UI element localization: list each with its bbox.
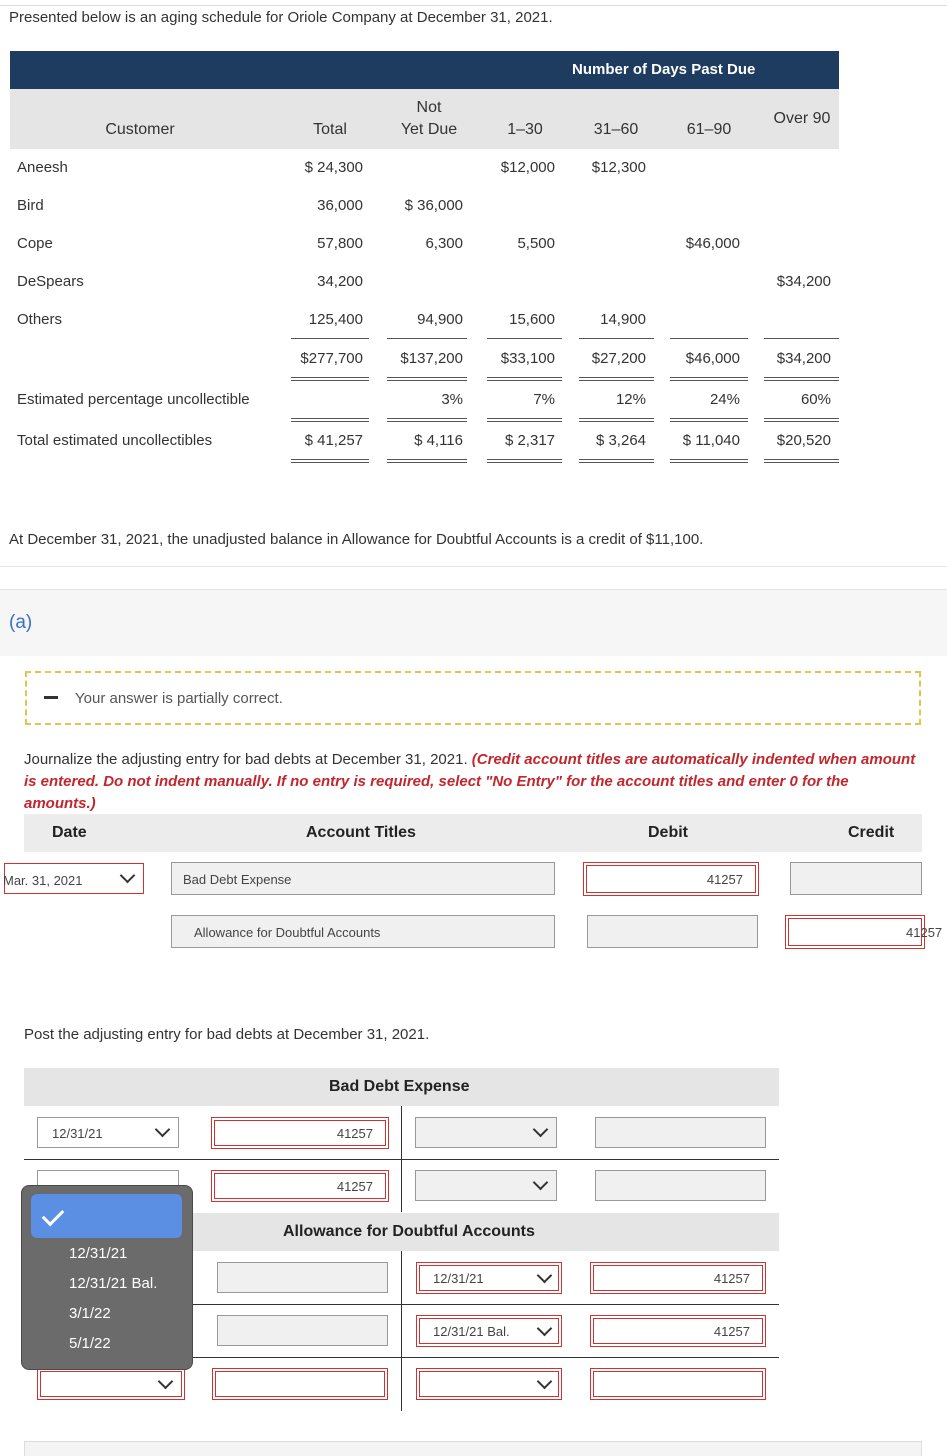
balance-note: At December 31, 2021, the unadjusted balance in Allowance for Doubtful Accounts is a credit of $11,100.: [9, 531, 704, 548]
cell-over-90: $34,200: [776, 350, 831, 367]
afda-debit-date-select-3[interactable]: [40, 1371, 182, 1397]
double-rule: [387, 459, 467, 463]
afda-title: Allowance for Doubtful Accounts: [283, 1223, 535, 1240]
col-not-yet-due-1: Not: [416, 99, 442, 116]
journal-header: [24, 814, 922, 852]
bde-debit-input-1[interactable]: [214, 1120, 386, 1146]
double-rule: [670, 377, 748, 381]
col-total: Total: [313, 121, 347, 138]
t-account-divider: [401, 1251, 402, 1411]
credit-value: 41257: [906, 925, 943, 940]
account-title-input-2[interactable]: [171, 915, 555, 948]
double-rule: [291, 459, 369, 463]
col-1-30: 1–30: [507, 121, 543, 138]
chevron-down-icon: [537, 1321, 553, 1337]
chevron-down-icon: [120, 868, 136, 884]
dropdown-option[interactable]: 5/1/22: [69, 1335, 111, 1352]
journal-date-select[interactable]: [4, 863, 144, 894]
cell-1-30: 5,500: [517, 235, 555, 252]
debit-input-1[interactable]: [586, 865, 756, 893]
amount-value: 41257: [713, 1271, 750, 1286]
post-instruction: Post the adjusting entry for bad debts at December 31, 2021.: [24, 1026, 430, 1043]
col-customer: Customer: [105, 121, 175, 138]
rule: [764, 338, 839, 339]
afda-credit-date-select-1[interactable]: [419, 1265, 559, 1291]
part-header: [0, 589, 947, 656]
dropdown-option[interactable]: 12/31/21 Bal.: [69, 1275, 158, 1292]
cell-not-yet-due: $ 36,000: [404, 197, 463, 214]
cell-31-60: 12%: [615, 391, 646, 408]
partial-icon: [44, 696, 58, 699]
part-a-link[interactable]: (a): [9, 612, 33, 633]
dropdown-option[interactable]: 3/1/22: [69, 1305, 111, 1322]
cell-31-60: $ 3,264: [595, 432, 646, 449]
cell-total: 125,400: [308, 311, 363, 328]
pct-label: Estimated percentage uncollectible: [17, 391, 250, 408]
feedback-text: Your answer is partially correct.: [75, 690, 283, 707]
col-61-90: 61–90: [686, 121, 732, 138]
col-not-yet-due-2: Yet Due: [400, 121, 458, 138]
cell-over-90: 60%: [800, 391, 831, 408]
cell-61-90: $46,000: [685, 235, 740, 252]
cell-1-30: 7%: [533, 391, 555, 408]
double-rule: [579, 377, 654, 381]
amount-value: 41257: [713, 1324, 750, 1339]
dropdown-option[interactable]: 12/31/21: [69, 1245, 128, 1262]
journal-date-value: Mar. 31, 2021: [3, 873, 83, 888]
customer-name: DeSpears: [17, 273, 84, 290]
afda-credit-date-select-3[interactable]: [419, 1371, 559, 1397]
chevron-down-icon: [537, 1268, 553, 1284]
cell-31-60: $12,300: [591, 159, 646, 176]
debit-value: 41257: [706, 872, 743, 887]
double-rule: [764, 377, 839, 381]
cell-total: $277,700: [300, 350, 363, 367]
days-past-due-label: Number of Days Past Due: [572, 61, 756, 78]
account-title-value: Bad Debt Expense: [183, 872, 292, 887]
double-rule: [387, 377, 467, 381]
cell-1-30: $33,100: [500, 350, 555, 367]
est-label: Total estimated uncollectibles: [17, 432, 213, 449]
afda-debit-input-3[interactable]: [215, 1371, 385, 1397]
date-value: 12/31/21: [433, 1271, 484, 1286]
rule: [387, 338, 467, 339]
cell-not-yet-due: 94,900: [417, 311, 463, 328]
customer-name: Others: [17, 311, 63, 328]
section-divider: [0, 566, 947, 567]
bde-account-header: [24, 1068, 779, 1106]
date-value: 12/31/21: [52, 1126, 103, 1141]
account-titles-header: Account Titles: [306, 824, 416, 841]
journal-instructions: [24, 749, 924, 815]
bde-credit-input-2[interactable]: [595, 1170, 766, 1201]
credit-header: Credit: [848, 824, 895, 841]
date-header: Date: [52, 824, 87, 841]
double-rule: [579, 459, 654, 463]
col-over-90: Over 90: [773, 110, 831, 127]
intro-text: Presented below is an aging schedule for Oriole Company at December 31, 2021.: [9, 9, 553, 26]
cell-1-30: $12,000: [500, 159, 555, 176]
bde-credit-input-1[interactable]: [595, 1117, 766, 1148]
double-rule: [387, 418, 467, 422]
cell-total: $ 24,300: [304, 159, 363, 176]
row-divider: [24, 1159, 779, 1160]
cell-61-90: $ 11,040: [682, 432, 740, 449]
cell-total: 34,200: [317, 273, 363, 290]
double-rule: [670, 459, 748, 463]
cell-not-yet-due: $137,200: [400, 350, 463, 367]
cell-61-90: 24%: [709, 391, 740, 408]
dropdown-selected-blank[interactable]: [31, 1194, 182, 1238]
cell-not-yet-due: $ 4,116: [414, 432, 463, 449]
rule: [291, 338, 369, 339]
cell-31-60: $27,200: [591, 350, 646, 367]
customer-name: Bird: [17, 197, 44, 214]
customer-name: Cope: [17, 235, 53, 252]
afda-credit-input-2[interactable]: [593, 1318, 763, 1344]
double-rule: [670, 418, 748, 422]
date-dropdown-menu[interactable]: [21, 1185, 193, 1370]
row-divider: [190, 1304, 779, 1305]
chevron-down-icon: [533, 1175, 549, 1191]
amount-value: 41257: [336, 1179, 373, 1194]
next-panel: [24, 1441, 922, 1456]
customer-name: Aneesh: [17, 159, 68, 176]
bde-date-select-1[interactable]: [37, 1117, 179, 1148]
schedule-header: [10, 89, 839, 149]
col-31-60: 31–60: [593, 121, 639, 138]
afda-credit-input-3[interactable]: [593, 1371, 763, 1397]
bde-title: Bad Debt Expense: [329, 1078, 470, 1095]
rule: [670, 338, 748, 339]
feedback-box: [25, 671, 921, 725]
cell-not-yet-due: 6,300: [425, 235, 463, 252]
afda-debit-input-2[interactable]: [217, 1315, 388, 1346]
credit-input-1[interactable]: [790, 862, 922, 895]
instruction-text: Journalize the adjusting entry for bad debts at December 31, 2021.: [24, 751, 472, 768]
cell-over-90: $34,200: [776, 273, 831, 290]
days-past-due-band: [10, 51, 839, 89]
debit-input-2[interactable]: [587, 915, 758, 948]
bde-credit-date-select-1[interactable]: [415, 1117, 557, 1148]
bde-credit-date-select-2[interactable]: [415, 1170, 557, 1201]
credit-input-2[interactable]: [788, 918, 943, 946]
rule: [487, 338, 562, 339]
afda-credit-input-1[interactable]: [593, 1265, 763, 1291]
amount-value: 41257: [336, 1126, 373, 1141]
cell-1-30: $ 2,317: [504, 432, 555, 449]
row-divider: [190, 1357, 779, 1358]
chevron-down-icon: [533, 1122, 549, 1138]
account-title-input-1[interactable]: [171, 862, 555, 895]
rule: [579, 338, 654, 339]
double-rule: [764, 418, 839, 422]
cell-31-60: 14,900: [600, 311, 646, 328]
cell-1-30: 15,600: [509, 311, 555, 328]
check-icon: [42, 1204, 65, 1227]
date-value: 12/31/21 Bal.: [433, 1324, 510, 1339]
instruction-emphasis: (Credit account titles are automatically indented when amount is entered. Do not indent manually. If no entry is required, select "No Entry" for the account titles and enter 0 for the amounts.): [24, 751, 916, 812]
afda-credit-date-select-2[interactable]: [419, 1318, 559, 1344]
cell-over-90: $20,520: [776, 432, 831, 449]
top-divider: [0, 5, 947, 6]
chevron-down-icon: [158, 1374, 174, 1390]
double-rule: [487, 459, 562, 463]
double-rule: [291, 377, 369, 381]
double-rule: [579, 418, 654, 422]
cell-not-yet-due: 3%: [441, 391, 463, 408]
double-rule: [487, 418, 562, 422]
debit-header: Debit: [648, 824, 688, 841]
chevron-down-icon: [537, 1374, 553, 1390]
cell-total: 36,000: [317, 197, 363, 214]
cell-total: $ 41,257: [304, 432, 363, 449]
double-rule: [487, 377, 562, 381]
afda-debit-input-1[interactable]: [217, 1262, 388, 1293]
double-rule: [764, 459, 839, 463]
double-rule: [291, 418, 369, 422]
cell-total: 57,800: [317, 235, 363, 252]
account-title-value: Allowance for Doubtful Accounts: [194, 925, 381, 940]
cell-61-90: $46,000: [685, 350, 740, 367]
chevron-down-icon: [155, 1122, 171, 1138]
bde-debit-input-2[interactable]: [214, 1173, 386, 1199]
